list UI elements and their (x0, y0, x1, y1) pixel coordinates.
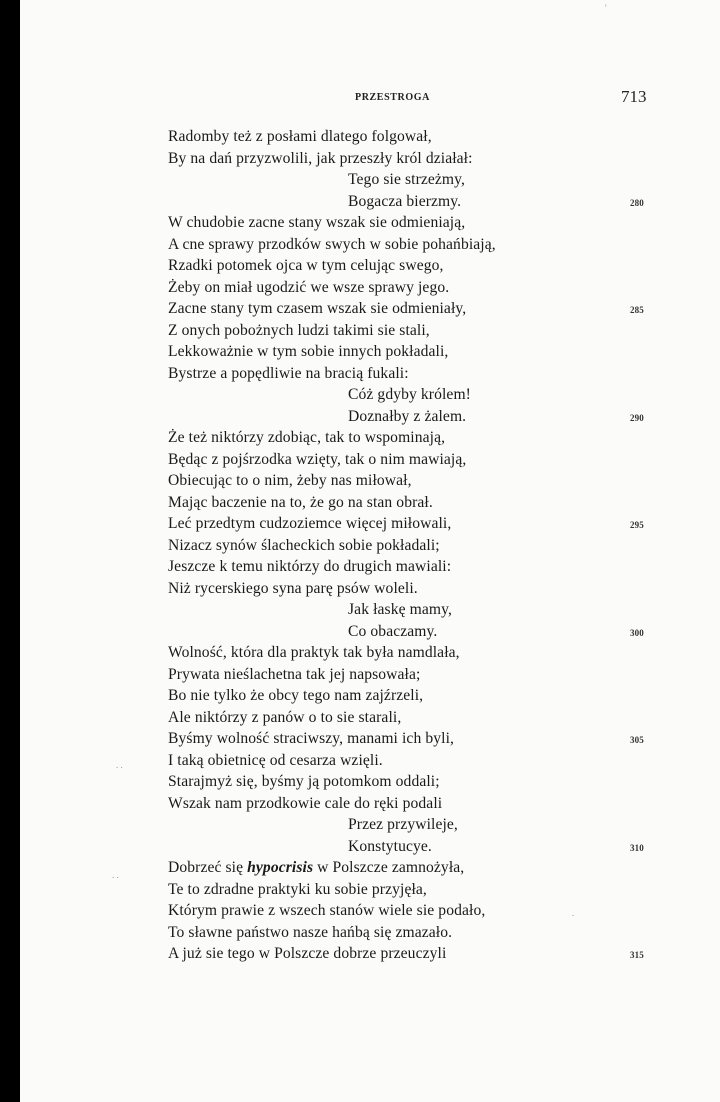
verse-line-text: Bogacza bierzmy. (348, 192, 462, 210)
verse-line (168, 341, 628, 363)
verse-line-text: Mając baczenie na to, że go na stan obrał. (168, 493, 433, 511)
running-title: PRZESTROGA (355, 92, 430, 103)
verse-line-text: Konstytucye. (348, 837, 432, 855)
verse-line-text: By na dań przyzwolili, jak przeszły król działał: (168, 149, 473, 167)
verse-line (168, 642, 628, 664)
verse-line-text: Cóż gdyby królem! (348, 386, 471, 403)
verse-line-text: Tego sie strzeżmy, (348, 171, 466, 188)
verse-line (168, 664, 628, 686)
verse-line (168, 857, 628, 879)
line-number: 295 (630, 520, 644, 530)
verse-line-text: Jeszcze k temu niktórzy do drugich mawiali: (168, 558, 452, 575)
verse-line-text: Którym prawie z wszech stanów wiele sie podało, (168, 902, 486, 919)
verse-line-text: W chudobie zacne stany wszak sie odmieniają, (168, 214, 466, 231)
verse-line-text: Starajmyż się, byśmy ją potomkom oddali; (168, 773, 440, 790)
verse-line-text: Nizacz synów ślacheckich sobie pokładali; (168, 536, 440, 554)
page-number: 713 (621, 87, 647, 106)
verse-line (168, 836, 644, 858)
verse-line (168, 148, 628, 170)
verse-line-text: Lekkoważnie w tym sobie innych pokładali, (168, 343, 449, 360)
verse-line (168, 126, 628, 148)
verse-line (168, 492, 628, 514)
verse-text-segment: Dobrzeć się (168, 859, 248, 876)
line-number: 300 (630, 627, 644, 638)
verse-line-text: A już sie tego w Polszcze dobrze przeuczyli (168, 945, 447, 962)
verse-line-text: To sławne państwo nasze hańbą się zmazało. (168, 923, 453, 941)
verse-line (168, 298, 644, 320)
scan-speck: . (572, 908, 575, 918)
verse-line (168, 900, 628, 922)
scan-speck: . . (116, 760, 123, 770)
line-number: 290 (630, 412, 644, 423)
scan-speck: . . (112, 870, 119, 880)
verse-line (168, 599, 628, 621)
verse-line-text: Będąc z pojśrzodka wzięty, tak o nim mawiają, (168, 450, 467, 468)
line-number: 305 (630, 735, 644, 745)
verse-line (168, 320, 628, 342)
verse-line-text: Z onych pobożnych ludzi takimi sie stali, (168, 321, 430, 339)
verse-line (168, 750, 628, 772)
verse-line-text: Że też niktórzy zdobiąc, tak to wspominają, (168, 429, 446, 446)
verse-line (168, 771, 628, 793)
verse-line (168, 427, 628, 449)
verse-line (168, 169, 628, 191)
verse-line-text: Te to zdradne praktyki ku sobie przyjęła, (168, 880, 427, 898)
verse-line (168, 513, 644, 535)
verse-line (168, 212, 628, 234)
book-page (20, 0, 720, 1102)
verse-line (168, 234, 628, 256)
verse-line (168, 449, 628, 471)
verse-line (168, 255, 628, 277)
verse-line (168, 879, 628, 901)
scan-speck: ' (605, 3, 607, 13)
verse-line-text: Prywata nieślachetna tak jej napsowała; (168, 665, 421, 683)
verse-line (168, 707, 628, 729)
verse-line-text: Żeby on miał ugodzić we wsze sprawy jego. (168, 278, 450, 296)
verse-line (168, 277, 628, 299)
verse-line-text (168, 859, 464, 876)
italic-term: hypocrisis (247, 859, 314, 876)
line-number: 285 (630, 305, 644, 315)
verse-line-text: Jak łaskę mamy, (348, 601, 452, 618)
verse-line (168, 578, 628, 600)
verse-line (168, 556, 628, 578)
verse-line (168, 363, 628, 385)
verse-line-text: Rzadki potomek ojca w tym celując swego, (168, 257, 444, 274)
verse-line (168, 406, 644, 428)
verse-line-text: A cne sprawy przodków swych w sobie pohańbiają, (168, 235, 496, 253)
verse-line (168, 685, 628, 707)
verse-line-text: Doznałby z żalem. (348, 407, 467, 425)
verse-line (168, 535, 628, 557)
verse-line (168, 621, 644, 643)
verse-line (168, 943, 644, 965)
verse-line (168, 384, 628, 406)
verse-line-text: Ale niktórzy z panów o to sie starali, (168, 708, 402, 726)
verse-line-text: Byśmy wolność straciwszy, manami ich byli, (168, 730, 454, 747)
verse-line-text: Co obaczamy. (348, 622, 438, 640)
verse-line (168, 728, 644, 750)
scan-dark-edge (0, 0, 20, 1102)
verse-line (168, 922, 628, 944)
verse-line-text: Wszak nam przodkowie cale do ręki podali (168, 794, 443, 812)
verse-line-text: I taką obietnicę od cesarza wzięli. (168, 751, 383, 769)
line-number: 280 (630, 197, 644, 208)
verse-line-text: Przez przywileje, (348, 816, 458, 833)
verse-line-text: Radomby też z posłami dlatego folgował, (168, 128, 432, 145)
verse-line (168, 814, 628, 836)
verse-line-text: Bo nie tylko że obcy tego nam zajźrzeli, (168, 687, 424, 704)
verse-line (168, 470, 628, 492)
verse-line-text: Niż rycerskiego syna parę psów woleli. (168, 579, 418, 597)
verse-line-text: Zacne stany tym czasem wszak sie odmieniały, (168, 300, 467, 317)
verse-text-segment: w Polszcze zamnożyła, (313, 859, 465, 876)
verse-line (168, 793, 628, 815)
verse-line-text: Wolność, która dla praktyk tak była namdlała, (168, 644, 460, 661)
line-number: 315 (630, 950, 644, 960)
poem-verse-block (168, 126, 644, 965)
line-number: 310 (630, 842, 644, 853)
verse-line-text: Bystrze a popędliwie na bracią fukali: (168, 364, 409, 382)
verse-line-text: Leć przedtym cudzoziemce więcej miłowali, (168, 515, 452, 532)
verse-line (168, 191, 644, 213)
verse-line-text: Obiecując to o nim, żeby nas miłował, (168, 472, 412, 489)
